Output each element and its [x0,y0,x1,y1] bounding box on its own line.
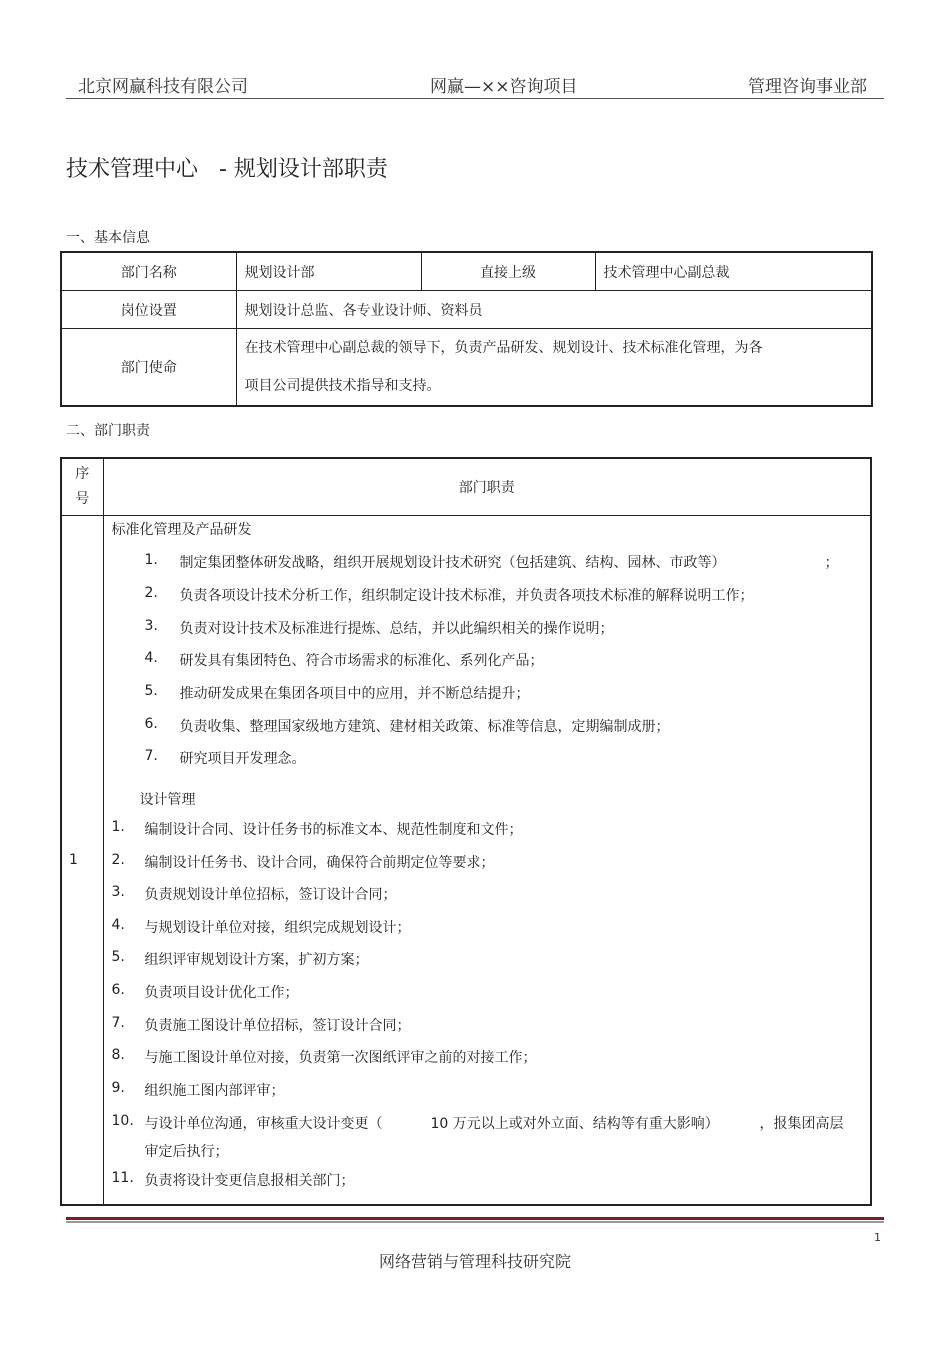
list-item: 制定集团整体研发战略，组织开展规划设计技术研究（包括建筑、结构、园林、市政等） [179,555,726,571]
list-item: 负责将设计变更信息报相关部门； [144,1173,355,1189]
superior-value: 技术管理中心副总裁 [595,252,872,291]
mission-line: 项目公司提供技术指导和支持。 [244,378,441,394]
list-item-number: 4. [111,917,125,933]
list-item: 与规划设计单位对接，组织完成规划设计； [144,920,411,936]
basic-info-table [60,251,873,407]
section-duties-heading: 二、部门职责 [66,423,150,439]
header-divider [66,98,884,99]
list-item-continued: 审定后执行； [144,1144,229,1160]
list-item: 编制设计合同、设计任务书的标准文本、规范性制度和文件； [144,822,523,838]
list-item-number: 11. [111,1170,134,1186]
list-item: 与设计单位沟通，审核重大设计变更（ [144,1116,383,1132]
positions-label: 岗位设置 [61,291,236,329]
header-company: 北京网赢科技有限公司 [78,77,248,97]
list-item-number: 2. [144,585,158,601]
list-item-part: ，报集团高层 [759,1116,844,1132]
list-item-number: 8. [111,1047,125,1063]
seq-header-char: 序 [75,466,90,482]
footer-institute: 网络营销与管理科技研究院 [378,1252,571,1271]
list-item-number: 4. [144,650,158,666]
table-row [61,516,871,1206]
list-item-number: 1. [144,552,158,568]
footer-rule-thin [66,1221,884,1223]
table-row [61,291,872,329]
seq-number: 1 [61,516,103,1206]
list-item-number: 6. [144,716,158,732]
mission-label: 部门使命 [61,329,236,407]
list-item-part: 10 万元以上或对外立面、结构等有重大影响） [430,1116,719,1132]
table-row [61,329,872,407]
list-item-number: 1. [111,819,125,835]
list-item-tail: ； [824,555,839,571]
duties-table [60,457,872,1206]
list-item: 组织评审规划设计方案，扩初方案； [144,952,369,968]
list-item: 负责对设计技术及标准进行提炼、总结，并以此编织相关的操作说明； [179,621,614,637]
duty-header: 部门职责 [103,458,871,516]
page-title: 技术管理中心 - 规划设计部职责 [66,157,388,182]
list-item: 研究项目开发理念。 [179,751,306,767]
list-item: 负责规划设计单位招标，签订设计合同； [144,887,397,903]
duty-content [105,517,870,1203]
list-item-number: 6. [111,982,125,998]
list-item: 负责各项设计技术分析工作，组织制定设计技术标准，并负责各项技术标准的解释说明工作； [179,588,754,604]
list-item-number: 3. [111,884,125,900]
list-item-number: 7. [111,1015,125,1031]
list-item-number: 10. [111,1113,134,1129]
seq-header-char: 号 [75,491,90,507]
group-title: 标准化管理及产品研发 [111,522,252,538]
mission-value [236,329,872,407]
list-item: 负责项目设计优化工作； [144,985,299,1001]
positions-value: 规划设计总监、各专业设计师、资料员 [236,291,872,329]
list-item: 负责施工图设计单位招标，签订设计合同； [144,1018,411,1034]
list-item-number: 3. [144,618,158,634]
list-item: 编制设计任务书、设计合同，确保符合前期定位等要求； [144,855,495,871]
page-number: 1 [874,1231,881,1244]
list-item: 推动研发成果在集团各项目中的应用，并不断总结提升； [179,686,530,702]
table-row [61,252,872,291]
list-item-number: 5. [144,683,158,699]
mission-line: 在技术管理中心副总裁的领导下，负责产品研发、规划设计、技术标准化管理，为各 [244,340,763,356]
dept-name-value: 规划设计部 [236,252,421,291]
seq-header [61,458,103,516]
list-item-number: 9. [111,1080,125,1096]
list-item: 负责收集、整理国家级地方建筑、建材相关政策、标准等信息，定期编制成册； [179,719,670,735]
table-header-row [61,458,871,516]
list-item-number: 2. [111,852,125,868]
list-item: 与施工图设计单位对接，负责第一次图纸评审之前的对接工作； [144,1050,537,1066]
footer-rule [66,1217,884,1220]
list-item: 组织施工图内部评审； [144,1083,285,1099]
header-project: 网赢—××咨询项目 [430,77,578,97]
list-item-number: 5. [111,949,125,965]
group-title: 设计管理 [139,792,196,808]
dept-name-label: 部门名称 [61,252,236,291]
section-basic-info-heading: 一、基本信息 [66,230,150,246]
list-item: 研发具有集团特色、符合市场需求的标准化、系列化产品； [179,653,544,669]
header-division: 管理咨询事业部 [748,77,867,97]
duty-content-cell [103,516,871,1206]
superior-label: 直接上级 [421,252,595,291]
list-item-number: 7. [144,748,158,764]
